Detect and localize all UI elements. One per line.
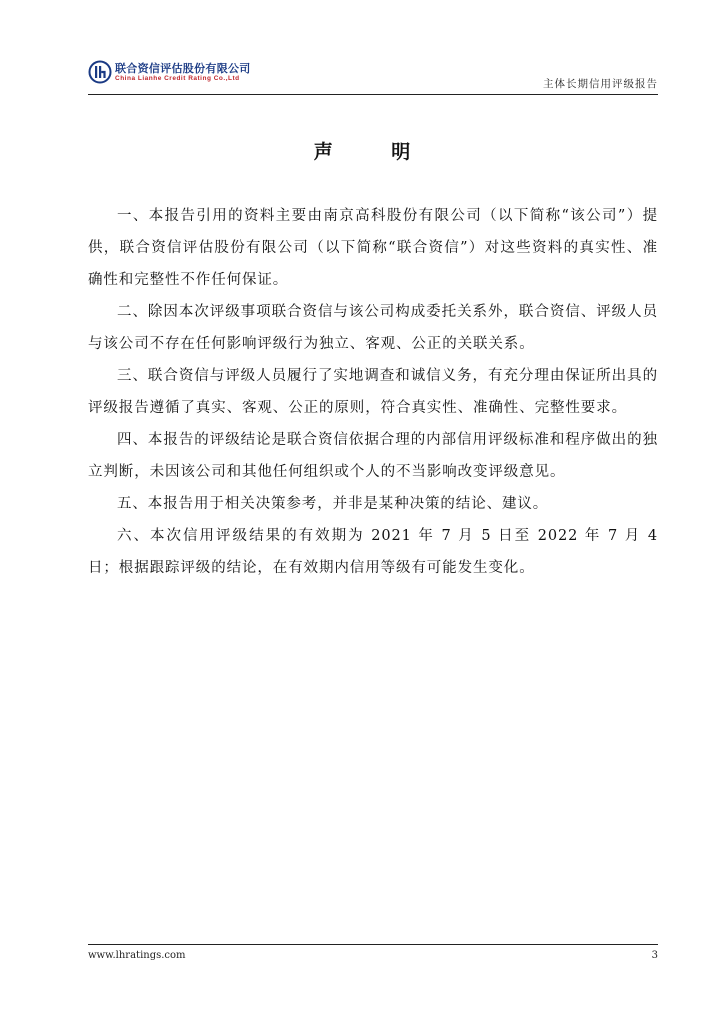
statement-paragraph-3: 三、联合资信与评级人员履行了实地调查和诚信义务，有充分理由保证所出具的评级报告遵循了真实、客观、公正的原则，符合真实性、准确性、完整性要求。	[88, 368, 658, 416]
page-header	[88, 58, 658, 94]
logo-english-name: China Lianhe Credit Rating Co.,Ltd	[115, 74, 240, 82]
footer-website: www.lhratings.com	[88, 950, 186, 961]
page-number: 3	[651, 950, 658, 961]
header-divider	[88, 94, 658, 95]
lianhe-logo-icon	[88, 60, 112, 84]
statement-paragraph-5: 五、本报告用于相关决策参考，并非是某种决策的结论、建议。	[117, 496, 549, 512]
page-title: 声 明	[313, 141, 437, 163]
report-type-label: 主体长期信用评级报告	[543, 78, 658, 90]
statement-paragraph-6: 六、本次信用评级结果的有效期为 2021 年 7 月 5 日至 2022 年 7 月 4 日；根据跟踪评级的结论，在有效期内信用等级有可能发生变化。	[88, 528, 658, 576]
statement-paragraph-1: 一、本报告引用的资料主要由南京高科股份有限公司（以下简称“该公司”）提供，联合资信评估股份有限公司（以下简称“联合资信”）对这些资料的真实性、准确性和完整性不作任何保证。	[88, 208, 658, 288]
company-logo	[88, 60, 251, 84]
statement-paragraph-2: 二、除因本次评级事项联合资信与该公司构成委托关系外，联合资信、评级人员与该公司不存在任何影响评级行为独立、客观、公正的关联关系。	[88, 304, 658, 352]
logo-chinese-name: 联合资信评估股份有限公司	[115, 61, 251, 75]
statement-paragraph-4: 四、本报告的评级结论是联合资信依据合理的内部信用评级标准和程序做出的独立判断，未因该公司和其他任何组织或个人的不当影响改变评级意见。	[88, 432, 658, 480]
footer-divider	[88, 944, 658, 945]
statement-body	[88, 200, 658, 584]
